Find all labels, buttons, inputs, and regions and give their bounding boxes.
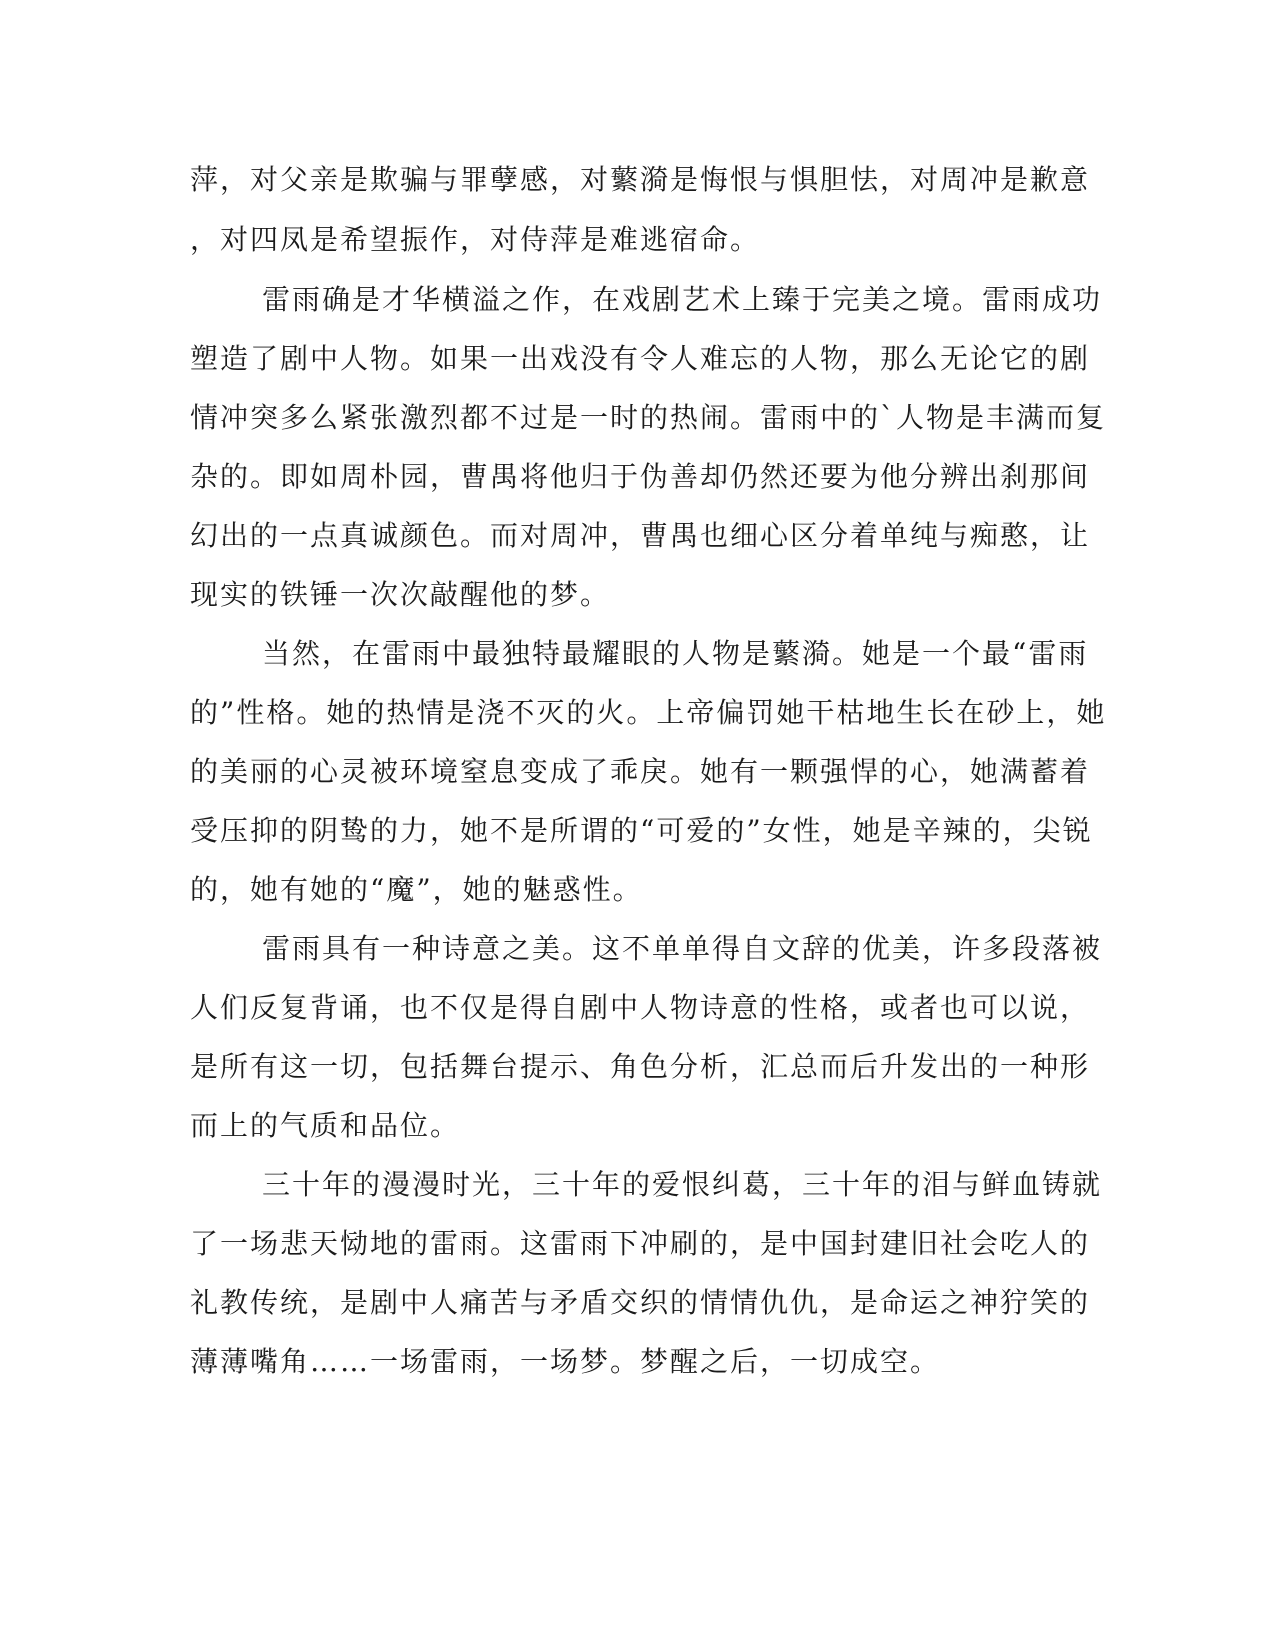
text-line: ，对四凤是希望振作，对侍萍是难逃宿命。 bbox=[190, 223, 761, 256]
text-line: 的”性格。她的热情是浇不灭的火。上帝偏罚她干枯地生长在砂上，她 bbox=[190, 696, 1107, 729]
text-line: 受压抑的阴鸷的力，她不是所谓的“可爱的”女性，她是辛辣的，尖锐 bbox=[190, 814, 1093, 847]
paragraph-first-line: 雷雨确是才华横溢之作，在戏剧艺术上臻于完美之境。雷雨成功 bbox=[262, 283, 1103, 316]
text-line: 了一场悲天恸地的雷雨。这雷雨下冲刷的，是中国封建旧社会吃人的 bbox=[190, 1227, 1091, 1260]
text-line: 的美丽的心灵被环境窒息变成了乖戾。她有一颗强悍的心，她满蓄着 bbox=[190, 755, 1091, 788]
paragraph-first-line: 雷雨具有一种诗意之美。这不单单得自文辞的优美，许多段落被 bbox=[262, 932, 1103, 965]
text-line: 塑造了剧中人物。如果一出戏没有令人难忘的人物，那么无论它的剧 bbox=[190, 342, 1091, 375]
paragraph-first-line: 当然，在雷雨中最独特最耀眼的人物是蘩漪。她是一个最“雷雨 bbox=[262, 637, 1089, 670]
text-line: 杂的。即如周朴园，曹禺将他归于伪善却仍然还要为他分辨出刹那间 bbox=[190, 460, 1091, 493]
text-line: 礼教传统，是剧中人痛苦与矛盾交织的情情仇仇，是命运之神狞笑的 bbox=[190, 1286, 1091, 1319]
text-line: 的，她有她的“魔”，她的魅惑性。 bbox=[190, 873, 643, 906]
text-line: 幻出的一点真诚颜色。而对周冲，曹禺也细心区分着单纯与痴憨，让 bbox=[190, 519, 1091, 552]
text-line: 人们反复背诵，也不仅是得自剧中人物诗意的性格，或者也可以说， bbox=[190, 991, 1091, 1024]
text-line: 薄薄嘴角……一场雷雨，一场梦。梦醒之后，一切成空。 bbox=[190, 1345, 941, 1378]
text-line: 情冲突多么紧张激烈都不过是一时的热闹。雷雨中的`人物是丰满而复 bbox=[190, 401, 1107, 434]
paragraph-first-line: 三十年的漫漫时光，三十年的爱恨纠葛，三十年的泪与鲜血铸就 bbox=[262, 1168, 1103, 1201]
text-line: 是所有这一切，包括舞台提示、角色分析，汇总而后升发出的一种形 bbox=[190, 1050, 1091, 1083]
text-line: 萍，对父亲是欺骗与罪孽感，对蘩漪是悔恨与惧胆怯，对周冲是歉意 bbox=[190, 163, 1091, 196]
text-line: 现实的铁锤一次次敲醒他的梦。 bbox=[190, 578, 611, 611]
text-line: 而上的气质和品位。 bbox=[190, 1109, 461, 1142]
